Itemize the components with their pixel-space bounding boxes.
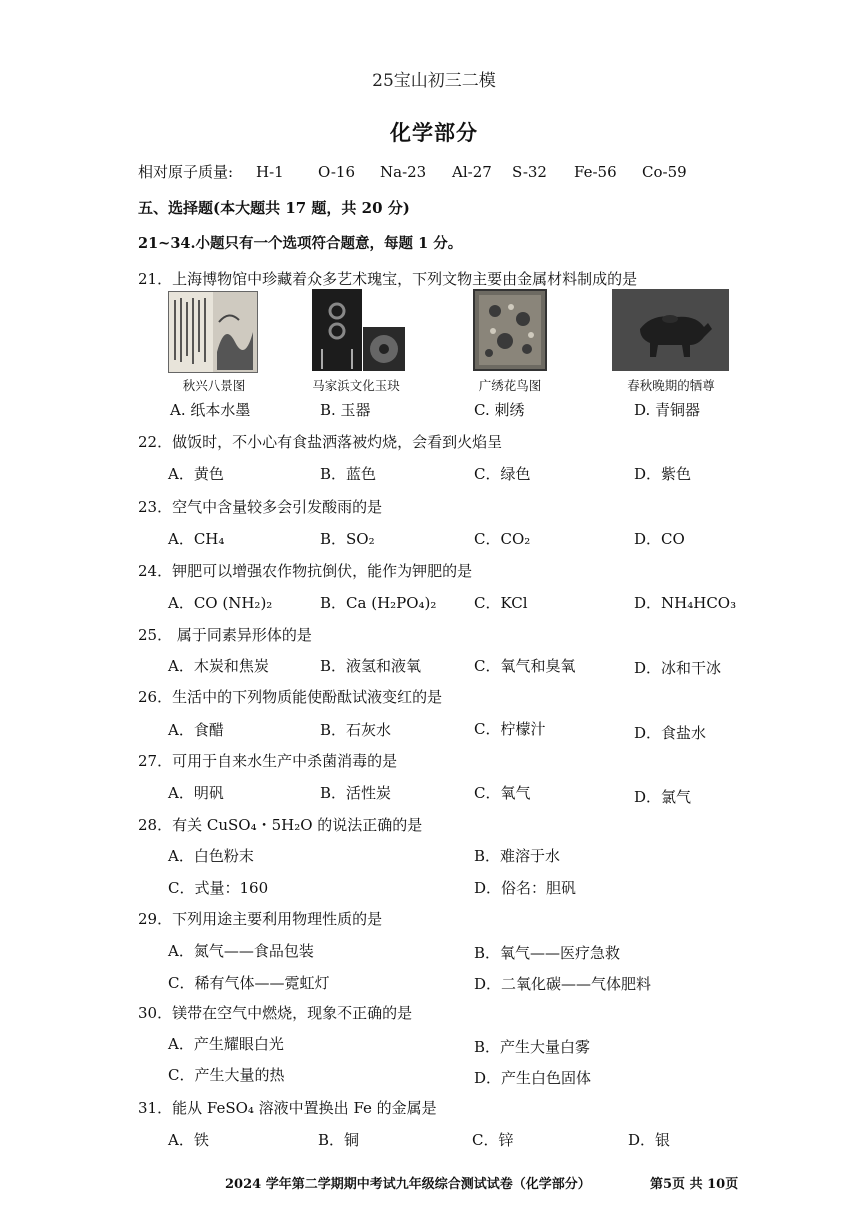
bronze-image (612, 289, 729, 371)
caption-bronze: 春秋晚期的牺尊 (627, 378, 715, 393)
q25-option-c[interactable]: C．氧气和臭氧 (474, 657, 576, 675)
q22-option-a[interactable]: A．黄色 (168, 465, 224, 483)
question-31: 31．能从 FeSO₄ 溶液中置换出 Fe 的金属是 (138, 1099, 437, 1117)
atomic-masses (138, 161, 687, 182)
mass-item: Co-59 (642, 163, 687, 181)
question-23: 23．空气中含量较多会引发酸雨的是 (138, 498, 383, 516)
q23-option-b[interactable]: B．SO₂ (320, 530, 375, 548)
question-27: 27．可用于自来水生产中杀菌消毒的是 (138, 752, 398, 770)
q30-option-c[interactable]: C．产生大量的热 (168, 1066, 285, 1084)
q30-option-b[interactable]: B．产生大量白雾 (474, 1038, 591, 1056)
q23-option-c[interactable]: C．CO₂ (474, 530, 531, 548)
question-24: 24．钾肥可以增强农作物抗倒伏，能作为钾肥的是 (138, 562, 473, 580)
q22-option-d[interactable]: D．紫色 (634, 465, 692, 483)
mass-item: Fe-56 (574, 163, 617, 181)
q28-option-a[interactable]: A．白色粉末 (168, 847, 254, 865)
section-heading: 五、选择题(本大题共 17 题，共 20 分) (138, 199, 410, 217)
q24-option-b[interactable]: B．Ca (H₂PO₄)₂ (320, 594, 437, 612)
question-29: 29．下列用途主要利用物理性质的是 (138, 910, 383, 928)
q22-option-b[interactable]: B．蓝色 (320, 465, 377, 483)
question-30: 30．镁带在空气中燃烧，现象不正确的是 (138, 1004, 413, 1022)
q25-option-b[interactable]: B．液氢和液氧 (320, 657, 422, 675)
q28-option-b[interactable]: B．难溶于水 (474, 847, 561, 865)
mass-item: Al-27 (452, 163, 492, 181)
jade-ring-image (363, 327, 405, 371)
caption-jade: 马家浜文化玉玦 (312, 378, 400, 393)
question-28: 28．有关 CuSO₄・5H₂O 的说法正确的是 (138, 816, 423, 834)
q24-option-a[interactable]: A．CO (NH₂)₂ (168, 594, 273, 612)
q28-option-c[interactable]: C．式量：160 (168, 879, 269, 897)
q21-option-a[interactable]: A. 纸本水墨 (170, 401, 251, 419)
q26-option-b[interactable]: B．石灰水 (320, 721, 392, 739)
q26-option-a[interactable]: A．食醋 (168, 721, 224, 739)
q27-option-d[interactable]: D．氯气 (634, 788, 692, 806)
q24-option-d[interactable]: D．NH₄HCO₃ (634, 594, 737, 612)
q25-option-a[interactable]: A．木炭和焦炭 (168, 657, 269, 675)
q27-option-c[interactable]: C．氧气 (474, 784, 531, 802)
painting-image (168, 291, 258, 373)
q21-option-d[interactable]: D. 青铜器 (634, 401, 701, 419)
q21-option-c[interactable]: C. 刺绣 (474, 401, 525, 419)
q27-option-b[interactable]: B．活性炭 (320, 784, 392, 802)
header-note: 25宝山初三二模 (372, 71, 496, 91)
q28-option-d[interactable]: D．俗名：胆矾 (474, 879, 577, 897)
q27-option-a[interactable]: A．明矾 (168, 784, 224, 802)
q25-option-d[interactable]: D．冰和干冰 (634, 659, 722, 677)
q30-option-a[interactable]: A．产生耀眼白光 (168, 1035, 284, 1053)
q26-option-c[interactable]: C．柠檬汁 (474, 720, 546, 738)
q31-option-d[interactable]: D．银 (628, 1131, 671, 1149)
mass-item: S-32 (512, 163, 547, 181)
question-21: 21．上海博物馆中珍藏着众多艺术瑰宝，下列文物主要由金属材料制成的是 (138, 270, 638, 288)
mass-item: Na-23 (380, 163, 427, 181)
q30-option-d[interactable]: D．产生白色固体 (474, 1069, 592, 1087)
q29-option-a[interactable]: A．氮气——食品包装 (168, 942, 314, 960)
q29-option-c[interactable]: C．稀有气体——霓虹灯 (168, 974, 330, 992)
q21-option-b[interactable]: B. 玉器 (320, 401, 371, 419)
question-25: 25． 属于同素异形体的是 (138, 626, 312, 644)
masses-label: 相对原子质量: (138, 163, 234, 181)
question-26: 26．生活中的下列物质能使酚酞试液变红的是 (138, 688, 443, 706)
q23-option-d[interactable]: D．CO (634, 530, 685, 548)
page-title: 化学部分 (390, 120, 478, 145)
jade-image (312, 289, 362, 371)
mass-item: H-1 (256, 163, 284, 181)
q31-option-c[interactable]: C．锌 (472, 1131, 514, 1149)
q31-option-a[interactable]: A．铁 (168, 1131, 209, 1149)
q31-option-b[interactable]: B．铜 (318, 1131, 360, 1149)
q29-option-d[interactable]: D．二氧化碳——气体肥料 (474, 975, 652, 993)
question-22: 22．做饭时，不小心有食盐洒落被灼烧，会看到火焰呈 (138, 433, 503, 451)
q24-option-c[interactable]: C．KCl (474, 594, 528, 612)
caption-painting: 秋兴八景图 (182, 378, 246, 393)
page-number: 第5页 共 10页 (650, 1177, 739, 1192)
mass-item: O-16 (318, 163, 356, 181)
q22-option-c[interactable]: C．绿色 (474, 465, 531, 483)
instruction: 21~34.小题只有一个选项符合题意，每题 1 分。 (138, 235, 463, 252)
q26-option-d[interactable]: D．食盐水 (634, 724, 707, 742)
q29-option-b[interactable]: B．氧气——医疗急救 (474, 944, 621, 962)
caption-embroidery: 广绣花鸟图 (478, 378, 542, 393)
footer-title: 2024 学年第二学期期中考试九年级综合测试试卷（化学部分） (225, 1177, 591, 1192)
q23-option-a[interactable]: A．CH₄ (168, 530, 225, 548)
embroidery-image (473, 289, 547, 371)
